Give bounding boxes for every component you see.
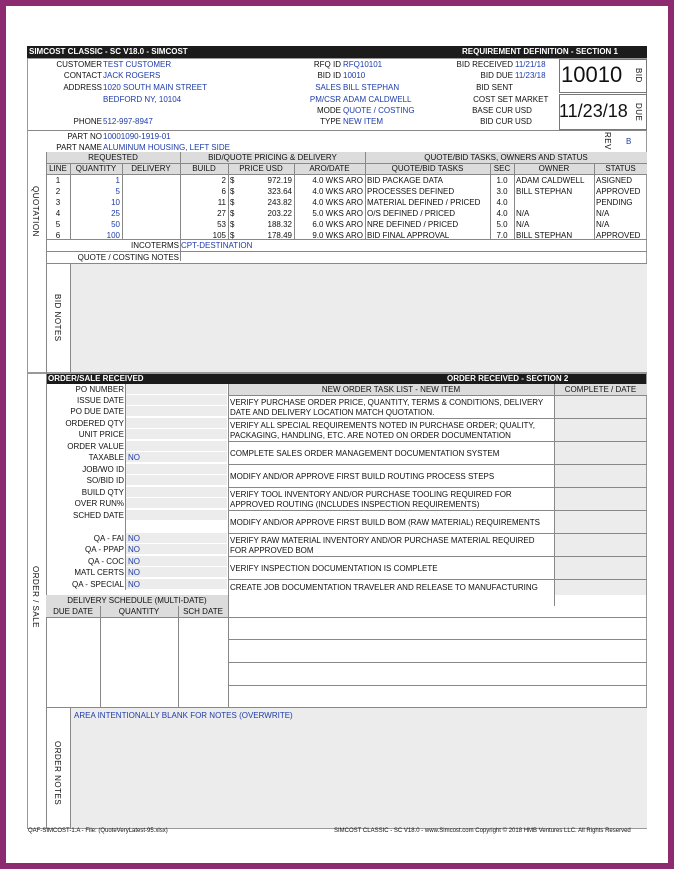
line-cell: 3 <box>55 198 61 207</box>
col-line: LINE <box>49 164 67 173</box>
quantity-cell[interactable]: 25 <box>111 209 120 218</box>
sec-cell: 1.0 <box>496 176 508 185</box>
address-line2[interactable]: BEDFORD NY, 10104 <box>103 95 182 104</box>
phone-label: PHONE <box>73 117 102 126</box>
task-item: VERIFY INSPECTION DOCUMENTATION IS COMPLETE <box>230 563 438 573</box>
order-field-label: QA - FAI <box>93 534 124 543</box>
pm-csr-label: PM/CSR <box>309 95 341 104</box>
aro-cell: 9.0 WKS ARO <box>312 231 363 240</box>
currency-cell: $ <box>230 231 235 240</box>
task-cell: BID PACKAGE DATA <box>367 176 444 185</box>
order-field-value[interactable] <box>128 464 223 475</box>
sec-cell: 5.0 <box>496 220 508 229</box>
price-cell: 178.49 <box>267 231 292 240</box>
app-title: SIMCOST CLASSIC - SC V18.0 - SIMCOST <box>29 47 188 56</box>
base-cur-value[interactable]: USD <box>515 106 532 115</box>
order-received-title: ORDER/SALE RECEIVED <box>48 374 144 383</box>
contact-value[interactable]: JACK ROGERS <box>103 71 161 80</box>
order-field-value[interactable]: NO <box>128 534 140 543</box>
big-bid-label: BID <box>634 68 643 83</box>
aro-cell: 4.0 WKS ARO <box>312 187 363 196</box>
line-cell: 2 <box>55 187 61 196</box>
address-label: ADDRESS <box>63 83 102 92</box>
col-owner: OWNER <box>538 164 570 173</box>
task-cell: PROCESSES DEFINED <box>367 187 455 196</box>
part-name-value[interactable]: ALUMINUM HOUSING, LEFT SIDE <box>103 143 230 152</box>
complete-date-header: COMPLETE / DATE <box>564 385 637 394</box>
order-field-label: BUILD QTY <box>81 488 124 497</box>
aro-cell: 4.0 WKS ARO <box>312 198 363 207</box>
big-due-date: 11/23/18 <box>559 101 628 121</box>
task-item: VERIFY TOOL INVENTORY AND/OR PURCHASE TOOLING REQUIRED FOR APPROVED ROUTING (INCLUDES INSPECTION REQUIREMENTS) <box>230 489 512 509</box>
bid-notes-field[interactable] <box>71 264 647 372</box>
document-page <box>6 6 668 863</box>
bid-id-value[interactable]: 10010 <box>343 71 366 80</box>
currency-cell: $ <box>230 187 235 196</box>
order-field-label: QA - SPECIAL <box>71 580 124 589</box>
task-list-header: NEW ORDER TASK LIST - NEW ITEM <box>321 385 461 394</box>
status-cell[interactable]: N/A <box>596 209 610 218</box>
mode-label: MODE <box>317 106 341 115</box>
delivery-schedule-header: DELIVERY SCHEDULE (MULTI-DATE) <box>67 596 207 605</box>
task-item: MODIFY AND/OR APPROVE FIRST BUILD ROUTING PROCESS STEPS <box>230 471 495 481</box>
status-cell[interactable]: PENDING <box>596 198 633 207</box>
order-field-value[interactable]: NO <box>128 580 140 589</box>
mode-value[interactable]: QUOTE / COSTING <box>343 106 415 115</box>
customer-label: CUSTOMER <box>56 60 102 69</box>
build-cell: 27 <box>217 209 226 218</box>
quantity-cell[interactable]: 10 <box>111 198 120 207</box>
order-field-value[interactable] <box>128 521 223 532</box>
requested-header: REQUESTED <box>88 153 138 162</box>
owner-cell[interactable]: BILL STEPHAN <box>516 231 573 240</box>
sec-cell: 3.0 <box>496 187 508 196</box>
owner-cell[interactable]: N/A <box>516 220 530 229</box>
order-field-label: ORDERED QTY <box>65 419 124 428</box>
order-field-label <box>46 521 124 532</box>
aro-cell: 4.0 WKS ARO <box>312 176 363 185</box>
order-field-value[interactable] <box>128 475 223 486</box>
order-field-label: JOB/WO ID <box>82 465 124 474</box>
order-field-label: QA - PPAP <box>85 545 124 554</box>
bid-sent-label: BID SENT <box>476 83 513 92</box>
order-field-label: MATL CERTS <box>74 568 124 577</box>
col-sec: SEC <box>493 164 511 173</box>
sch-date-col: SCH DATE <box>183 607 223 616</box>
rfq-id-value[interactable]: RFQ10101 <box>343 60 383 69</box>
col-price: PRICE USD <box>239 164 283 173</box>
type-label: TYPE <box>320 117 341 126</box>
order-field-value[interactable]: NO <box>128 568 140 577</box>
part-no-value[interactable]: 10001090-1919-01 <box>103 132 171 141</box>
base-cur-label: BASE CUR <box>472 106 513 115</box>
bid-due-value[interactable]: 11/23/18 <box>515 71 546 80</box>
sec-cell: 4.0 <box>496 209 508 218</box>
task-complete-date[interactable] <box>555 442 646 464</box>
order-field-value[interactable] <box>128 441 223 452</box>
bid-received-label: BID RECEIVED <box>456 60 513 69</box>
bid-pricing-header: BID/QUOTE PRICING & DELIVERY <box>208 153 337 162</box>
order-field-value[interactable]: NO <box>128 545 140 554</box>
footer-right: SIMCOST CLASSIC - SC V18.0 - www.Simcost.com Copyright © 2018 HMB Ventures LLC. All Rights Reserved <box>334 828 631 834</box>
task-item: CREATE JOB DOCUMENTATION TRAVELER AND RELEASE TO MANUFACTURING <box>230 583 538 592</box>
bid-tasks-header: QUOTE/BID TASKS, OWNERS AND STATUS <box>424 153 588 162</box>
currency-cell: $ <box>230 220 235 229</box>
address-line1[interactable]: 1020 SOUTH MAIN STREET <box>103 83 208 92</box>
bid-cur-label: BID CUR <box>480 117 513 126</box>
rev-label: REV <box>603 132 612 150</box>
order-field-value[interactable]: NO <box>128 453 140 462</box>
order-field-value[interactable] <box>128 406 223 417</box>
quantity-col: QUANTITY <box>118 607 160 616</box>
big-due-label: DUE <box>634 103 643 122</box>
owner-cell[interactable]: N/A <box>516 209 530 218</box>
bid-id-label: BID ID <box>317 71 341 80</box>
due-date-col: DUE DATE <box>53 607 93 616</box>
aro-cell: 6.0 WKS ARO <box>312 220 363 229</box>
order-sale-side-label: ORDER / SALE <box>31 566 40 629</box>
currency-cell: $ <box>230 176 235 185</box>
task-item: MODIFY AND/OR APPROVE FIRST BUILD BOM (RAW MATERIAL) REQUIREMENTS <box>230 517 540 527</box>
task-item: VERIFY ALL SPECIAL REQUIREMENTS NOTED IN PURCHASE ORDER; QUALITY, PACKAGING, HANDLING, ETC. ARE NOTED ON ORDER DOCUMENTATION <box>230 420 535 440</box>
order-field-value[interactable] <box>128 395 223 406</box>
col-quantity: QUANTITY <box>75 164 117 173</box>
col-status: STATUS <box>605 164 636 173</box>
task-complete-date[interactable] <box>555 396 646 418</box>
task-cell: MATERIAL DEFINED / PRICED <box>367 198 481 207</box>
quotation-side-label: QUOTATION <box>31 186 40 237</box>
sec-cell: 7.0 <box>496 231 508 240</box>
order-field-value[interactable] <box>128 418 223 429</box>
price-cell: 323.64 <box>267 187 292 196</box>
part-no-label: PART NO <box>67 132 102 141</box>
order-field-label: OVER RUN% <box>74 499 124 508</box>
bid-received-value[interactable]: 11/21/18 <box>515 60 546 69</box>
owner-cell[interactable]: BILL STEPHAN <box>516 187 573 196</box>
bid-notes-label: BID NOTES <box>53 294 62 342</box>
phone-value[interactable]: 512-997-8947 <box>103 117 153 126</box>
owner-cell[interactable] <box>516 197 594 208</box>
task-item: VERIFY RAW MATERIAL INVENTORY AND/OR PURCHASE MATERIAL REQUIRED FOR APPROVED BOM <box>230 535 535 555</box>
order-notes-field[interactable] <box>71 708 647 828</box>
order-field-label: SCHED DATE <box>73 511 124 520</box>
price-cell: 188.32 <box>267 220 292 229</box>
contact-label: CONTACT <box>63 71 102 80</box>
order-field-value[interactable]: NO <box>128 557 140 566</box>
order-field-value[interactable] <box>128 487 223 498</box>
part-name-label: PART NAME <box>56 143 102 152</box>
build-cell: 11 <box>217 198 226 207</box>
price-cell: 203.22 <box>267 209 292 218</box>
bid-due-label: BID DUE <box>480 71 513 80</box>
price-cell: 972.19 <box>267 176 292 185</box>
status-cell[interactable]: APPROVED <box>596 231 641 240</box>
task-cell: BID FINAL APPROVAL <box>367 231 450 240</box>
sales-label: SALES <box>315 83 341 92</box>
task-complete-date[interactable] <box>555 488 646 510</box>
col-delivery: DELIVERY <box>131 164 171 173</box>
section2-title: ORDER RECEIVED - SECTION 2 <box>447 374 569 383</box>
task-complete-date[interactable] <box>555 511 646 533</box>
build-cell: 105 <box>212 231 226 240</box>
task-complete-date[interactable] <box>555 465 646 487</box>
rfq-id-label: RFQ ID <box>313 60 341 69</box>
order-field-label: ORDER VALUE <box>67 442 124 451</box>
task-item: COMPLETE SALES ORDER MANAGEMENT DOCUMENTATION SYSTEM <box>230 448 500 458</box>
price-cell: 243.82 <box>267 198 292 207</box>
order-notes-label: ORDER NOTES <box>53 741 62 806</box>
order-notes-text: AREA INTENTIONALLY BLANK FOR NOTES (OVERWRITE) <box>74 711 293 720</box>
bid-cur-value[interactable]: USD <box>515 117 532 126</box>
footer-left: QAF-SIMCOST-1.A - File: (QuoteVeryLatest-95.xlsx) <box>28 828 168 834</box>
big-bid-id: 10010 <box>561 62 623 87</box>
quantity-cell[interactable]: 5 <box>115 187 120 196</box>
build-cell: 2 <box>221 176 226 185</box>
currency-cell: $ <box>230 209 235 218</box>
incoterms-label: INCOTERMS <box>131 241 179 250</box>
type-value[interactable]: NEW ITEM <box>343 117 383 126</box>
order-field-value[interactable] <box>128 498 223 509</box>
quantity-cell[interactable]: 50 <box>111 220 120 229</box>
task-complete-date[interactable] <box>555 534 646 556</box>
order-field-label: SO/BID ID <box>86 476 124 485</box>
sales-value[interactable]: BILL STEPHAN <box>343 83 400 92</box>
order-field-label: PO NUMBER <box>75 385 124 394</box>
cost-set-value[interactable]: MARKET <box>515 95 549 104</box>
col-aro: ARO/DATE <box>309 164 350 173</box>
col-build: BUILD <box>192 164 216 173</box>
quote-notes-field[interactable] <box>181 252 647 263</box>
order-field-value[interactable] <box>128 429 223 440</box>
col-quote-task: QUOTE/BID TASKS <box>391 164 464 173</box>
line-cell: 1 <box>55 176 61 185</box>
quantity-cell[interactable]: 1 <box>115 176 120 185</box>
line-cell: 5 <box>55 220 61 229</box>
order-field-label: QA - COC <box>87 557 124 566</box>
incoterms-value[interactable]: CPT-DESTINATION <box>181 241 253 250</box>
order-field-label: PO DUE DATE <box>70 407 124 416</box>
status-cell[interactable]: ASIGNED <box>596 176 633 185</box>
section1-title: REQUIREMENT DEFINITION - SECTION 1 <box>462 47 619 56</box>
line-cell: 4 <box>55 209 61 218</box>
order-field-label: ISSUE DATE <box>77 396 124 405</box>
order-field-label: UNIT PRICE <box>78 430 124 439</box>
task-complete-date[interactable] <box>555 557 646 579</box>
status-cell[interactable]: N/A <box>596 220 610 229</box>
sec-cell: 4.0 <box>496 198 508 207</box>
pm-csr-value[interactable]: ADAM CALDWELL <box>343 95 412 104</box>
quantity-cell[interactable]: 100 <box>106 231 120 240</box>
owner-cell[interactable]: ADAM CALDWELL <box>516 176 585 185</box>
line-cell: 6 <box>55 231 61 240</box>
build-cell: 6 <box>221 187 226 196</box>
task-item: VERIFY PURCHASE ORDER PRICE, QUANTITY, TERMS & CONDITIONS, DELIVERY DATE AND DELIVERY LOCATION MATCH QUOTATION. <box>230 397 544 417</box>
status-cell[interactable]: APPROVED <box>596 187 641 196</box>
cost-set-label: COST SET <box>473 95 513 104</box>
rev-value[interactable]: B <box>626 137 632 146</box>
order-field-value[interactable] <box>128 384 223 395</box>
task-cell: NRE DEFINED / PRICED <box>367 220 459 229</box>
order-field-label: TAXABLE <box>88 453 124 462</box>
task-complete-date[interactable] <box>555 580 646 595</box>
build-cell: 53 <box>217 220 226 229</box>
quote-notes-label: QUOTE / COSTING NOTES <box>77 253 179 262</box>
task-cell: O/S DEFINED / PRICED <box>367 209 456 218</box>
currency-cell: $ <box>230 198 235 207</box>
order-field-value[interactable] <box>128 510 223 521</box>
task-complete-date[interactable] <box>555 419 646 441</box>
customer-value[interactable]: TEST CUSTOMER <box>103 60 172 69</box>
aro-cell: 5.0 WKS ARO <box>312 209 363 218</box>
